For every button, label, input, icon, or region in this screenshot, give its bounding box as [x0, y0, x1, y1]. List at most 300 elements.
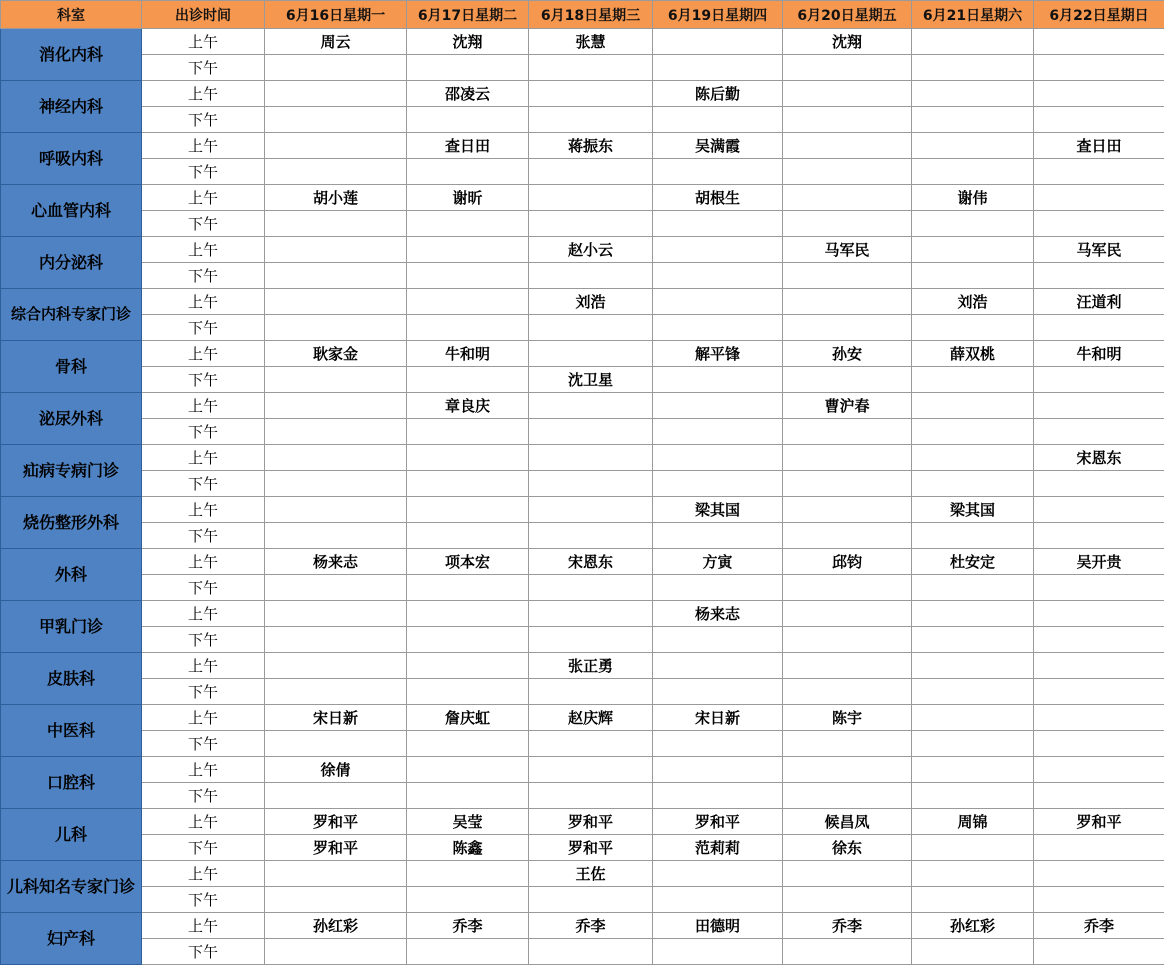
doctor-cell [783, 783, 912, 809]
doctor-cell [653, 107, 783, 133]
doctor-cell [529, 81, 653, 107]
doctor-cell: 陈宇 [783, 705, 912, 731]
header-day: 6月18日星期三 [529, 1, 653, 29]
slot-morning: 上午 [142, 237, 265, 263]
doctor-cell [912, 523, 1034, 549]
doctor-cell [1034, 705, 1164, 731]
doctor-cell: 马军民 [1034, 237, 1164, 263]
table-row [1, 627, 1164, 653]
department-name: 儿科 [1, 809, 142, 861]
doctor-cell [1034, 211, 1164, 237]
doctor-cell [407, 55, 529, 81]
schedule-body [1, 29, 1164, 965]
doctor-cell [265, 133, 407, 159]
department-name: 中医科 [1, 705, 142, 757]
doctor-cell [783, 627, 912, 653]
doctor-cell [265, 315, 407, 341]
doctor-cell: 罗和平 [265, 809, 407, 835]
doctor-cell: 孙红彩 [265, 913, 407, 939]
department-name: 外科 [1, 549, 142, 601]
doctor-cell: 杨来志 [265, 549, 407, 575]
doctor-cell: 陈后勤 [653, 81, 783, 107]
doctor-cell [912, 575, 1034, 601]
doctor-cell: 徐东 [783, 835, 912, 861]
doctor-cell: 梁其国 [912, 497, 1034, 523]
table-row [1, 757, 1164, 783]
doctor-cell [783, 601, 912, 627]
doctor-cell [653, 783, 783, 809]
doctor-cell [653, 315, 783, 341]
doctor-cell [265, 367, 407, 393]
doctor-cell [529, 627, 653, 653]
doctor-cell [783, 419, 912, 445]
doctor-cell [265, 861, 407, 887]
doctor-cell [407, 107, 529, 133]
slot-morning: 上午 [142, 601, 265, 627]
doctor-cell: 宋恩东 [1034, 445, 1164, 471]
slot-morning: 上午 [142, 445, 265, 471]
doctor-cell [912, 107, 1034, 133]
doctor-cell [529, 315, 653, 341]
doctor-cell [529, 107, 653, 133]
doctor-cell [529, 601, 653, 627]
doctor-cell [265, 55, 407, 81]
slot-afternoon: 下午 [142, 367, 265, 393]
doctor-cell [265, 627, 407, 653]
slot-morning: 上午 [142, 289, 265, 315]
doctor-cell: 周云 [265, 29, 407, 55]
doctor-cell: 乔李 [407, 913, 529, 939]
doctor-cell: 沈卫星 [529, 367, 653, 393]
doctor-cell: 张正勇 [529, 653, 653, 679]
doctor-cell: 陈鑫 [407, 835, 529, 861]
header-day: 6月21日星期六 [912, 1, 1034, 29]
slot-afternoon: 下午 [142, 471, 265, 497]
doctor-cell [1034, 783, 1164, 809]
doctor-cell: 项本宏 [407, 549, 529, 575]
doctor-cell: 方寅 [653, 549, 783, 575]
doctor-cell [407, 523, 529, 549]
doctor-cell: 梁其国 [653, 497, 783, 523]
slot-afternoon: 下午 [142, 55, 265, 81]
doctor-cell [407, 679, 529, 705]
doctor-cell [529, 341, 653, 367]
doctor-cell [783, 55, 912, 81]
doctor-cell [912, 237, 1034, 263]
doctor-cell [265, 939, 407, 965]
doctor-cell [265, 419, 407, 445]
doctor-cell [265, 471, 407, 497]
table-row [1, 445, 1164, 471]
doctor-cell [912, 315, 1034, 341]
header-time: 出诊时间 [142, 1, 265, 29]
doctor-cell [407, 939, 529, 965]
doctor-cell [265, 263, 407, 289]
doctor-cell [1034, 731, 1164, 757]
doctor-cell [653, 367, 783, 393]
doctor-cell [1034, 939, 1164, 965]
table-row [1, 315, 1164, 341]
doctor-cell [912, 133, 1034, 159]
doctor-cell [653, 393, 783, 419]
header-day: 6月17日星期二 [407, 1, 529, 29]
department-name: 妇产科 [1, 913, 142, 965]
doctor-cell [653, 55, 783, 81]
doctor-cell [529, 185, 653, 211]
doctor-cell [1034, 107, 1164, 133]
header-row [1, 1, 1164, 29]
doctor-cell [912, 81, 1034, 107]
doctor-cell [1034, 367, 1164, 393]
doctor-cell: 王佐 [529, 861, 653, 887]
slot-morning: 上午 [142, 133, 265, 159]
doctor-cell: 邵凌云 [407, 81, 529, 107]
doctor-cell [783, 159, 912, 185]
doctor-cell [1034, 263, 1164, 289]
table-row [1, 237, 1164, 263]
table-row [1, 861, 1164, 887]
doctor-cell [407, 601, 529, 627]
doctor-cell [529, 393, 653, 419]
table-row [1, 705, 1164, 731]
doctor-cell [1034, 29, 1164, 55]
doctor-cell [265, 601, 407, 627]
doctor-cell [653, 445, 783, 471]
doctor-cell [1034, 861, 1164, 887]
doctor-cell [265, 393, 407, 419]
table-row [1, 939, 1164, 965]
slot-afternoon: 下午 [142, 627, 265, 653]
table-row [1, 55, 1164, 81]
doctor-cell [265, 289, 407, 315]
slot-afternoon: 下午 [142, 575, 265, 601]
table-row [1, 81, 1164, 107]
doctor-cell [1034, 523, 1164, 549]
doctor-cell [783, 133, 912, 159]
department-name: 呼吸内科 [1, 133, 142, 185]
doctor-cell [529, 55, 653, 81]
doctor-cell [653, 653, 783, 679]
doctor-cell [265, 497, 407, 523]
slot-afternoon: 下午 [142, 211, 265, 237]
doctor-cell [912, 887, 1034, 913]
doctor-cell [912, 55, 1034, 81]
doctor-cell: 徐倩 [265, 757, 407, 783]
doctor-cell: 薛双桃 [912, 341, 1034, 367]
doctor-cell [529, 575, 653, 601]
doctor-cell [265, 81, 407, 107]
slot-morning: 上午 [142, 29, 265, 55]
doctor-cell [529, 159, 653, 185]
slot-afternoon: 下午 [142, 107, 265, 133]
doctor-cell: 胡根生 [653, 185, 783, 211]
doctor-cell: 汪道利 [1034, 289, 1164, 315]
doctor-cell: 谢昕 [407, 185, 529, 211]
doctor-cell [653, 263, 783, 289]
doctor-cell [265, 107, 407, 133]
doctor-cell [407, 471, 529, 497]
department-name: 骨科 [1, 341, 142, 393]
doctor-cell [912, 263, 1034, 289]
doctor-cell [1034, 601, 1164, 627]
doctor-cell [407, 289, 529, 315]
doctor-cell [783, 757, 912, 783]
table-row [1, 809, 1164, 835]
doctor-cell: 蒋振东 [529, 133, 653, 159]
doctor-cell [407, 159, 529, 185]
table-row [1, 107, 1164, 133]
doctor-cell [529, 731, 653, 757]
header-dept: 科室 [1, 1, 142, 29]
doctor-cell [653, 289, 783, 315]
doctor-cell: 杜安定 [912, 549, 1034, 575]
doctor-cell [529, 939, 653, 965]
department-name: 烧伤整形外科 [1, 497, 142, 549]
table-row [1, 341, 1164, 367]
doctor-cell: 曹沪春 [783, 393, 912, 419]
doctor-cell [265, 679, 407, 705]
department-name: 内分泌科 [1, 237, 142, 289]
slot-morning: 上午 [142, 809, 265, 835]
doctor-cell [912, 705, 1034, 731]
doctor-cell [783, 731, 912, 757]
doctor-cell [1034, 393, 1164, 419]
doctor-cell: 罗和平 [653, 809, 783, 835]
slot-afternoon: 下午 [142, 523, 265, 549]
doctor-cell [783, 315, 912, 341]
doctor-cell [912, 861, 1034, 887]
doctor-cell [265, 159, 407, 185]
doctor-cell [912, 783, 1034, 809]
doctor-cell [1034, 679, 1164, 705]
department-name: 泌尿外科 [1, 393, 142, 445]
table-row [1, 471, 1164, 497]
doctor-cell [912, 211, 1034, 237]
slot-afternoon: 下午 [142, 835, 265, 861]
doctor-cell [407, 731, 529, 757]
doctor-cell [912, 367, 1034, 393]
doctor-cell [265, 237, 407, 263]
doctor-cell [407, 497, 529, 523]
doctor-cell [529, 211, 653, 237]
table-row [1, 601, 1164, 627]
doctor-cell: 周锦 [912, 809, 1034, 835]
doctor-cell [407, 237, 529, 263]
doctor-cell [265, 445, 407, 471]
doctor-cell [912, 653, 1034, 679]
doctor-cell [653, 887, 783, 913]
doctor-cell: 刘浩 [912, 289, 1034, 315]
doctor-cell [529, 263, 653, 289]
doctor-cell [912, 601, 1034, 627]
doctor-cell [912, 471, 1034, 497]
doctor-cell: 邱钧 [783, 549, 912, 575]
table-row [1, 393, 1164, 419]
doctor-cell [783, 575, 912, 601]
doctor-cell [1034, 497, 1164, 523]
table-row [1, 367, 1164, 393]
department-name: 甲乳门诊 [1, 601, 142, 653]
doctor-cell: 刘浩 [529, 289, 653, 315]
doctor-cell [653, 939, 783, 965]
table-row [1, 731, 1164, 757]
doctor-cell [783, 211, 912, 237]
table-row [1, 887, 1164, 913]
doctor-cell [783, 263, 912, 289]
doctor-cell [407, 419, 529, 445]
slot-morning: 上午 [142, 393, 265, 419]
doctor-cell [265, 523, 407, 549]
doctor-cell [912, 835, 1034, 861]
doctor-cell [783, 107, 912, 133]
table-row [1, 419, 1164, 445]
doctor-cell: 乔李 [783, 913, 912, 939]
doctor-cell [529, 445, 653, 471]
doctor-cell: 耿家金 [265, 341, 407, 367]
doctor-cell: 孙红彩 [912, 913, 1034, 939]
doctor-cell: 牛和明 [407, 341, 529, 367]
doctor-cell [783, 497, 912, 523]
doctor-cell [1034, 835, 1164, 861]
slot-afternoon: 下午 [142, 679, 265, 705]
doctor-cell [783, 471, 912, 497]
doctor-cell: 赵庆辉 [529, 705, 653, 731]
slot-morning: 上午 [142, 341, 265, 367]
doctor-cell: 杨来志 [653, 601, 783, 627]
doctor-cell [1034, 471, 1164, 497]
doctor-cell [783, 289, 912, 315]
doctor-cell [653, 523, 783, 549]
doctor-cell: 罗和平 [265, 835, 407, 861]
doctor-cell [653, 29, 783, 55]
doctor-cell [529, 471, 653, 497]
doctor-cell [407, 575, 529, 601]
doctor-cell [912, 731, 1034, 757]
department-name: 疝病专病门诊 [1, 445, 142, 497]
table-row [1, 159, 1164, 185]
doctor-cell [912, 159, 1034, 185]
doctor-cell [912, 29, 1034, 55]
table-row [1, 783, 1164, 809]
doctor-cell [407, 211, 529, 237]
doctor-cell [783, 887, 912, 913]
slot-afternoon: 下午 [142, 419, 265, 445]
doctor-cell: 宋日新 [265, 705, 407, 731]
slot-morning: 上午 [142, 861, 265, 887]
doctor-cell [1034, 575, 1164, 601]
doctor-cell [407, 315, 529, 341]
slot-afternoon: 下午 [142, 887, 265, 913]
doctor-cell [407, 367, 529, 393]
doctor-cell [653, 861, 783, 887]
doctor-cell [912, 939, 1034, 965]
doctor-cell [783, 523, 912, 549]
doctor-cell [783, 679, 912, 705]
slot-morning: 上午 [142, 497, 265, 523]
table-row [1, 653, 1164, 679]
doctor-cell [653, 211, 783, 237]
doctor-cell [265, 783, 407, 809]
doctor-cell: 范莉莉 [653, 835, 783, 861]
doctor-cell: 吴满霞 [653, 133, 783, 159]
doctor-cell: 张慧 [529, 29, 653, 55]
doctor-cell [912, 445, 1034, 471]
doctor-cell [653, 679, 783, 705]
table-row [1, 29, 1164, 55]
header-day: 6月16日星期一 [265, 1, 407, 29]
doctor-cell [1034, 757, 1164, 783]
doctor-cell [407, 861, 529, 887]
doctor-cell [407, 627, 529, 653]
department-name: 口腔科 [1, 757, 142, 809]
doctor-cell: 宋恩东 [529, 549, 653, 575]
doctor-cell: 牛和明 [1034, 341, 1164, 367]
slot-morning: 上午 [142, 185, 265, 211]
header-day: 6月22日星期日 [1034, 1, 1164, 29]
doctor-cell [265, 575, 407, 601]
doctor-cell [265, 653, 407, 679]
doctor-cell [912, 757, 1034, 783]
table-row [1, 523, 1164, 549]
slot-afternoon: 下午 [142, 731, 265, 757]
doctor-cell [529, 679, 653, 705]
doctor-cell: 查日田 [1034, 133, 1164, 159]
doctor-cell: 吴莹 [407, 809, 529, 835]
doctor-cell [783, 939, 912, 965]
slot-morning: 上午 [142, 549, 265, 575]
slot-afternoon: 下午 [142, 159, 265, 185]
doctor-cell [265, 731, 407, 757]
doctor-cell: 宋日新 [653, 705, 783, 731]
table-row [1, 913, 1164, 939]
doctor-cell [407, 445, 529, 471]
doctor-cell [653, 159, 783, 185]
table-row [1, 679, 1164, 705]
doctor-cell: 沈翔 [783, 29, 912, 55]
slot-morning: 上午 [142, 81, 265, 107]
doctor-cell: 马军民 [783, 237, 912, 263]
doctor-cell [1034, 159, 1164, 185]
slot-morning: 上午 [142, 757, 265, 783]
doctor-cell [1034, 653, 1164, 679]
doctor-cell [783, 367, 912, 393]
doctor-cell: 乔李 [1034, 913, 1164, 939]
doctor-cell: 候昌凤 [783, 809, 912, 835]
doctor-cell: 沈翔 [407, 29, 529, 55]
table-row [1, 185, 1164, 211]
department-name: 消化内科 [1, 29, 142, 81]
slot-morning: 上午 [142, 653, 265, 679]
table-row [1, 211, 1164, 237]
header-day: 6月19日星期四 [653, 1, 783, 29]
department-name: 儿科知名专家门诊 [1, 861, 142, 913]
doctor-cell [1034, 887, 1164, 913]
doctor-cell [653, 575, 783, 601]
doctor-cell [783, 185, 912, 211]
doctor-cell: 田德明 [653, 913, 783, 939]
doctor-cell [653, 757, 783, 783]
doctor-cell [529, 497, 653, 523]
doctor-cell: 查日田 [407, 133, 529, 159]
doctor-cell: 孙安 [783, 341, 912, 367]
doctor-cell: 解平锋 [653, 341, 783, 367]
doctor-cell [529, 757, 653, 783]
department-name: 综合内科专家门诊 [1, 289, 142, 341]
slot-afternoon: 下午 [142, 263, 265, 289]
doctor-cell [529, 887, 653, 913]
table-row [1, 575, 1164, 601]
doctor-cell [407, 783, 529, 809]
